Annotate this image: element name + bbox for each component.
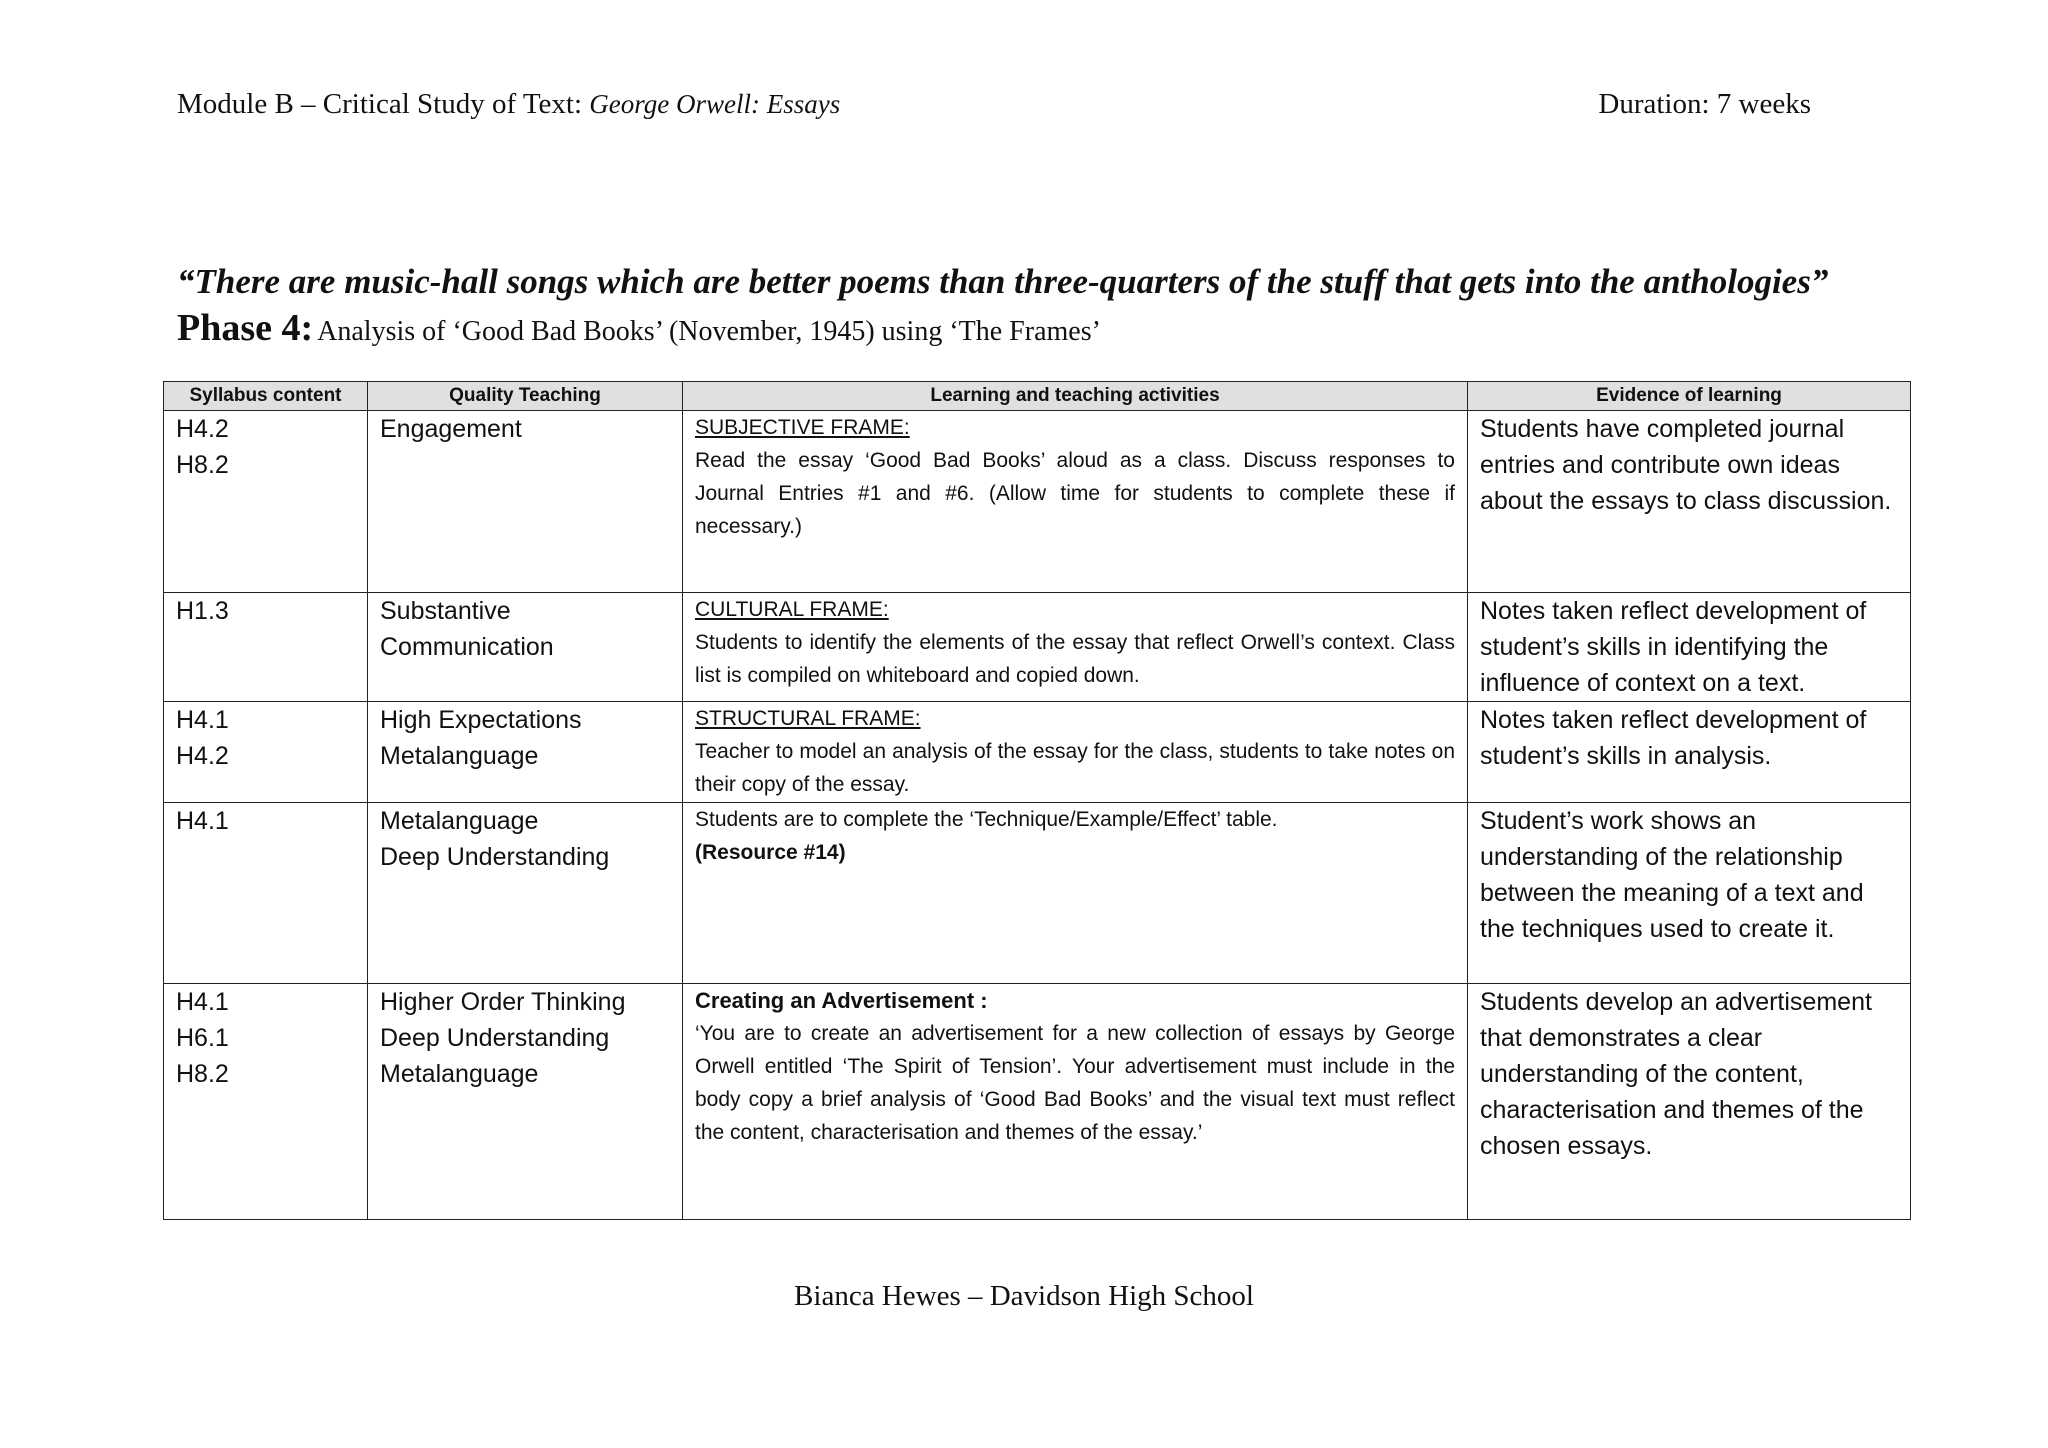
quality-item: Substantive <box>380 597 511 625</box>
syllabus-cell <box>164 411 368 593</box>
quality-item: High Expectations <box>380 706 582 734</box>
column-header: Syllabus content <box>164 382 368 411</box>
quality-item: Deep Understanding <box>380 843 610 871</box>
quality-item: Higher Order Thinking <box>380 988 626 1016</box>
activity-text: Students are to complete the ‘Technique/Example/Effect’ table. <box>695 808 1278 831</box>
activity-text: ‘You are to create an advertisement for a new collection of essays by George Orwell entitled ‘The Spirit of Tension’. Your advertisement must include in the body copy a brief analysis of ‘Good Bad Books’ and the visual text must reflect the content, characterisation and themes of the essay.’ <box>695 1022 1455 1144</box>
column-header: Learning and teaching activities <box>683 382 1468 411</box>
activity-cell <box>683 803 1468 984</box>
evidence-cell: Students have completed journal entries and contribute own ideas about the essays to class discussion. <box>1468 411 1911 593</box>
activity-cell <box>683 411 1468 593</box>
quality-item: Engagement <box>380 415 522 443</box>
syllabus-cell <box>164 702 368 803</box>
syllabus-code: H8.2 <box>176 451 229 479</box>
quality-cell <box>368 984 683 1220</box>
table-row <box>164 702 1911 803</box>
table-header-row <box>164 382 1911 411</box>
quality-item: Metalanguage <box>380 742 539 770</box>
syllabus-cell <box>164 803 368 984</box>
phase-heading <box>177 304 1101 360</box>
quality-item: Deep Understanding <box>380 1024 610 1052</box>
column-header: Evidence of learning <box>1468 382 1911 411</box>
evidence-cell: Notes taken reflect development of student’s skills in analysis. <box>1468 702 1911 803</box>
table-row <box>164 593 1911 702</box>
activity-text: Read the essay ‘Good Bad Books’ aloud as a class. Discuss responses to Journal Entries #1 and #6. (Allow time for students to complete these if necessary.) <box>695 449 1455 538</box>
phase-label: Phase 4: <box>177 307 314 349</box>
quality-cell <box>368 593 683 702</box>
program-table <box>163 381 1911 1220</box>
quality-cell <box>368 803 683 984</box>
duration: Duration: 7 weeks <box>1598 88 1811 120</box>
module-title: Module B – Critical Study of Text: George Orwell: Essays <box>177 88 841 120</box>
frame-label: STRUCTURAL FRAME: <box>695 707 921 730</box>
activity-text: Students to identify the elements of the essay that reflect Orwell’s context. Class list is compiled on whiteboard and copied down. <box>695 631 1455 687</box>
evidence-cell: Student’s work shows an understanding of the relationship between the meaning of a text and the techniques used to create it. <box>1468 803 1911 984</box>
table-row <box>164 411 1911 593</box>
resource-reference: (Resource #14) <box>695 841 846 864</box>
syllabus-code: H1.3 <box>176 597 229 625</box>
syllabus-code: H4.1 <box>176 706 229 734</box>
activity-cell <box>683 593 1468 702</box>
syllabus-cell <box>164 593 368 702</box>
syllabus-code: H4.2 <box>176 742 229 770</box>
activity-cell <box>683 702 1468 803</box>
evidence-cell: Notes taken reflect development of student’s skills in identifying the influence of context on a text. <box>1468 593 1911 702</box>
quality-item: Metalanguage <box>380 807 539 835</box>
quality-item: Metalanguage <box>380 1060 539 1088</box>
task-title: Creating an Advertisement : <box>695 988 988 1013</box>
syllabus-cell <box>164 984 368 1220</box>
evidence-cell: Students develop an advertisement that demonstrates a clear understanding of the content, characterisation and themes of the chosen essays. <box>1468 984 1911 1220</box>
text-title: George Orwell: Essays <box>589 89 841 119</box>
frame-label: CULTURAL FRAME: <box>695 598 889 621</box>
column-header: Quality Teaching <box>368 382 683 411</box>
table-row <box>164 803 1911 984</box>
syllabus-code: H4.2 <box>176 415 229 443</box>
quality-item: Communication <box>380 633 554 661</box>
quality-cell <box>368 411 683 593</box>
quality-cell <box>368 702 683 803</box>
table-row <box>164 984 1911 1220</box>
activity-text: Teacher to model an analysis of the essay for the class, students to take notes on their copy of the essay. <box>695 740 1455 796</box>
footer-author: Bianca Hewes – Davidson High School <box>794 1280 1254 1312</box>
syllabus-code: H4.1 <box>176 988 229 1016</box>
phase-description: Analysis of ‘Good Bad Books’ (November, 1945) using ‘The Frames’ <box>317 316 1101 347</box>
syllabus-code: H6.1 <box>176 1024 229 1052</box>
quote: “There are music-hall songs which are better poems than three-quarters of the stuff that gets into the anthologies” <box>177 262 1829 301</box>
syllabus-code: H8.2 <box>176 1060 229 1088</box>
activity-cell <box>683 984 1468 1220</box>
syllabus-code: H4.1 <box>176 807 229 835</box>
frame-label: SUBJECTIVE FRAME: <box>695 416 910 439</box>
